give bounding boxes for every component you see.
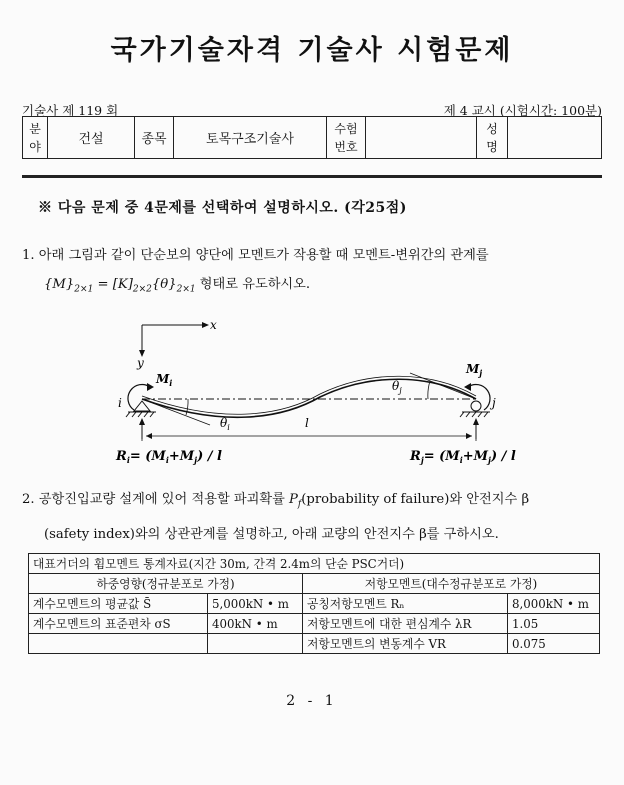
exam-number-field[interactable]: [366, 117, 477, 159]
question-1-formula: $\{M\}_{2\times 1} = [K]_{2\times 2}\{\theta\}_{2\times 1}$ 형태로 유도하시오.: [44, 277, 311, 295]
item-value: 토목구조기술사: [174, 117, 327, 159]
support-j-label: j: [492, 396, 496, 410]
deflected-beam: [142, 379, 476, 417]
svg-text:θj: $\theta_j$: [392, 379, 402, 395]
reaction-i-label: $R_i= (M_i+M_j) / l$: [116, 449, 222, 465]
svg-text:Mj: $M_j$: [466, 362, 483, 378]
name-label: 성 명: [477, 117, 508, 159]
svg-text:θi: $\theta_i$: [220, 416, 230, 432]
divider: [22, 175, 602, 178]
resistance-column-header: 저항모멘트(대수정규분포로 가정): [303, 574, 600, 594]
svg-text:Mi: $M_i$: [156, 372, 173, 388]
question-1: 1. 아래 그림과 같이 단순보의 양단에 모멘트가 작용할 때 모멘트-변위간의 관계를: [22, 248, 489, 263]
instruction: ※ 다음 문제 중 4문제를 선택하여 설명하시오. (각25점): [38, 200, 407, 216]
x-axis-label: x: [210, 318, 217, 332]
statistics-table: [28, 553, 600, 654]
exam-period: 제 4 교시 (시험시간: 100분): [443, 103, 602, 118]
exam-number-label: 수험 번호: [327, 117, 366, 159]
page-number: 2 - 1: [286, 693, 338, 709]
roller-support-icon: [471, 401, 481, 411]
reaction-j-label: $R_j= (M_i+M_j) / l$: [410, 449, 516, 465]
table-row: 계수모멘트의 평균값 S̄ 5,000kN • m 공칭저항모멘트 Rₙ 8,000kN • m: [29, 594, 600, 614]
item-label: 종목: [135, 117, 174, 159]
span-length-label: l: [305, 416, 309, 430]
stats-header: 대표거더의 휨모멘트 통계자료(지간 30m, 간격 2.4m의 단순 PSC거더): [29, 554, 600, 574]
y-axis-label: y: [137, 356, 144, 370]
pin-support-icon: [134, 401, 150, 411]
page-title: 국가기술자격 기술사 시험문제: [110, 35, 514, 66]
support-i-label: i: [118, 396, 122, 410]
table-row: 계수모멘트의 표준편차 σS 400kN • m 저항모멘트에 대한 편심계수 λR 1.05: [29, 614, 600, 634]
question-2: 2. 공항진입교량 설계에 있어 적용할 파괴확률 $P_f(probability$ of failure)와 안전지수 β (safety index)와의 상관관계를 설명하고, 아래 교량의 안전지수 β를 구하시오.: [22, 492, 530, 542]
exam-round: 기술사 제 119 회: [22, 103, 119, 118]
field-label: 분 야: [23, 117, 48, 159]
table-row: 저항모멘트의 변동계수 VR 0.075: [29, 634, 600, 654]
beam-diagram: [110, 315, 530, 475]
load-column-header: 하중영향(정규분포로 가정): [29, 574, 303, 594]
name-field[interactable]: [508, 117, 602, 159]
field-value: 건설: [48, 117, 135, 159]
candidate-info-table: [22, 116, 602, 159]
